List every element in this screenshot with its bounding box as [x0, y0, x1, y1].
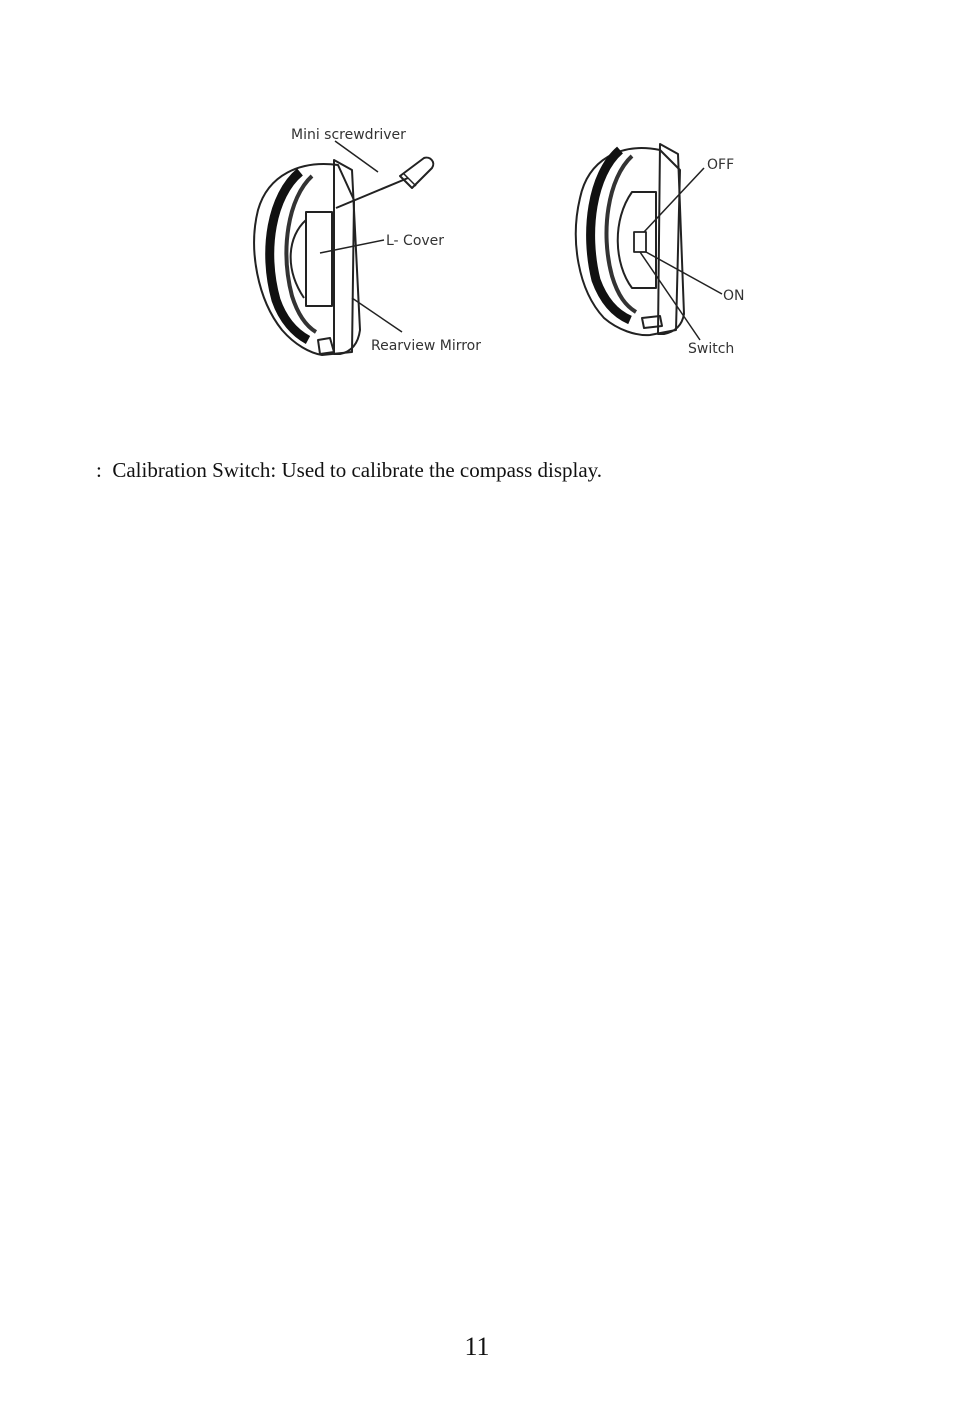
screwdriver-handle: [400, 158, 433, 188]
caption-text: Calibration Switch: Used to calibrate the compass display.: [112, 458, 603, 482]
caption-prefix: :: [96, 458, 102, 482]
left-mirror-plate: [334, 160, 360, 354]
diagram-svg: [0, 0, 954, 400]
label-on: ON: [723, 288, 745, 304]
right-switch-bay: [618, 192, 656, 288]
leader-screwdriver: [335, 141, 378, 172]
leader-cover: [320, 240, 384, 253]
leader-off: [644, 168, 704, 232]
page-number: 11: [464, 1332, 490, 1361]
label-rearview-mirror: Rearview Mirror: [371, 338, 481, 354]
label-l-cover: L- Cover: [386, 233, 445, 249]
caption: [96, 458, 602, 483]
label-switch: Switch: [688, 341, 735, 357]
device-diagram: [0, 0, 954, 400]
right-device: [576, 144, 722, 340]
label-off: OFF: [707, 157, 735, 173]
left-foot: [318, 338, 334, 354]
left-cover-curve: [291, 220, 306, 298]
right-grip-outer: [591, 150, 630, 320]
label-mini-screwdriver: Mini screwdriver: [291, 127, 406, 143]
left-cover: [306, 212, 332, 306]
calibration-switch: [634, 232, 646, 252]
